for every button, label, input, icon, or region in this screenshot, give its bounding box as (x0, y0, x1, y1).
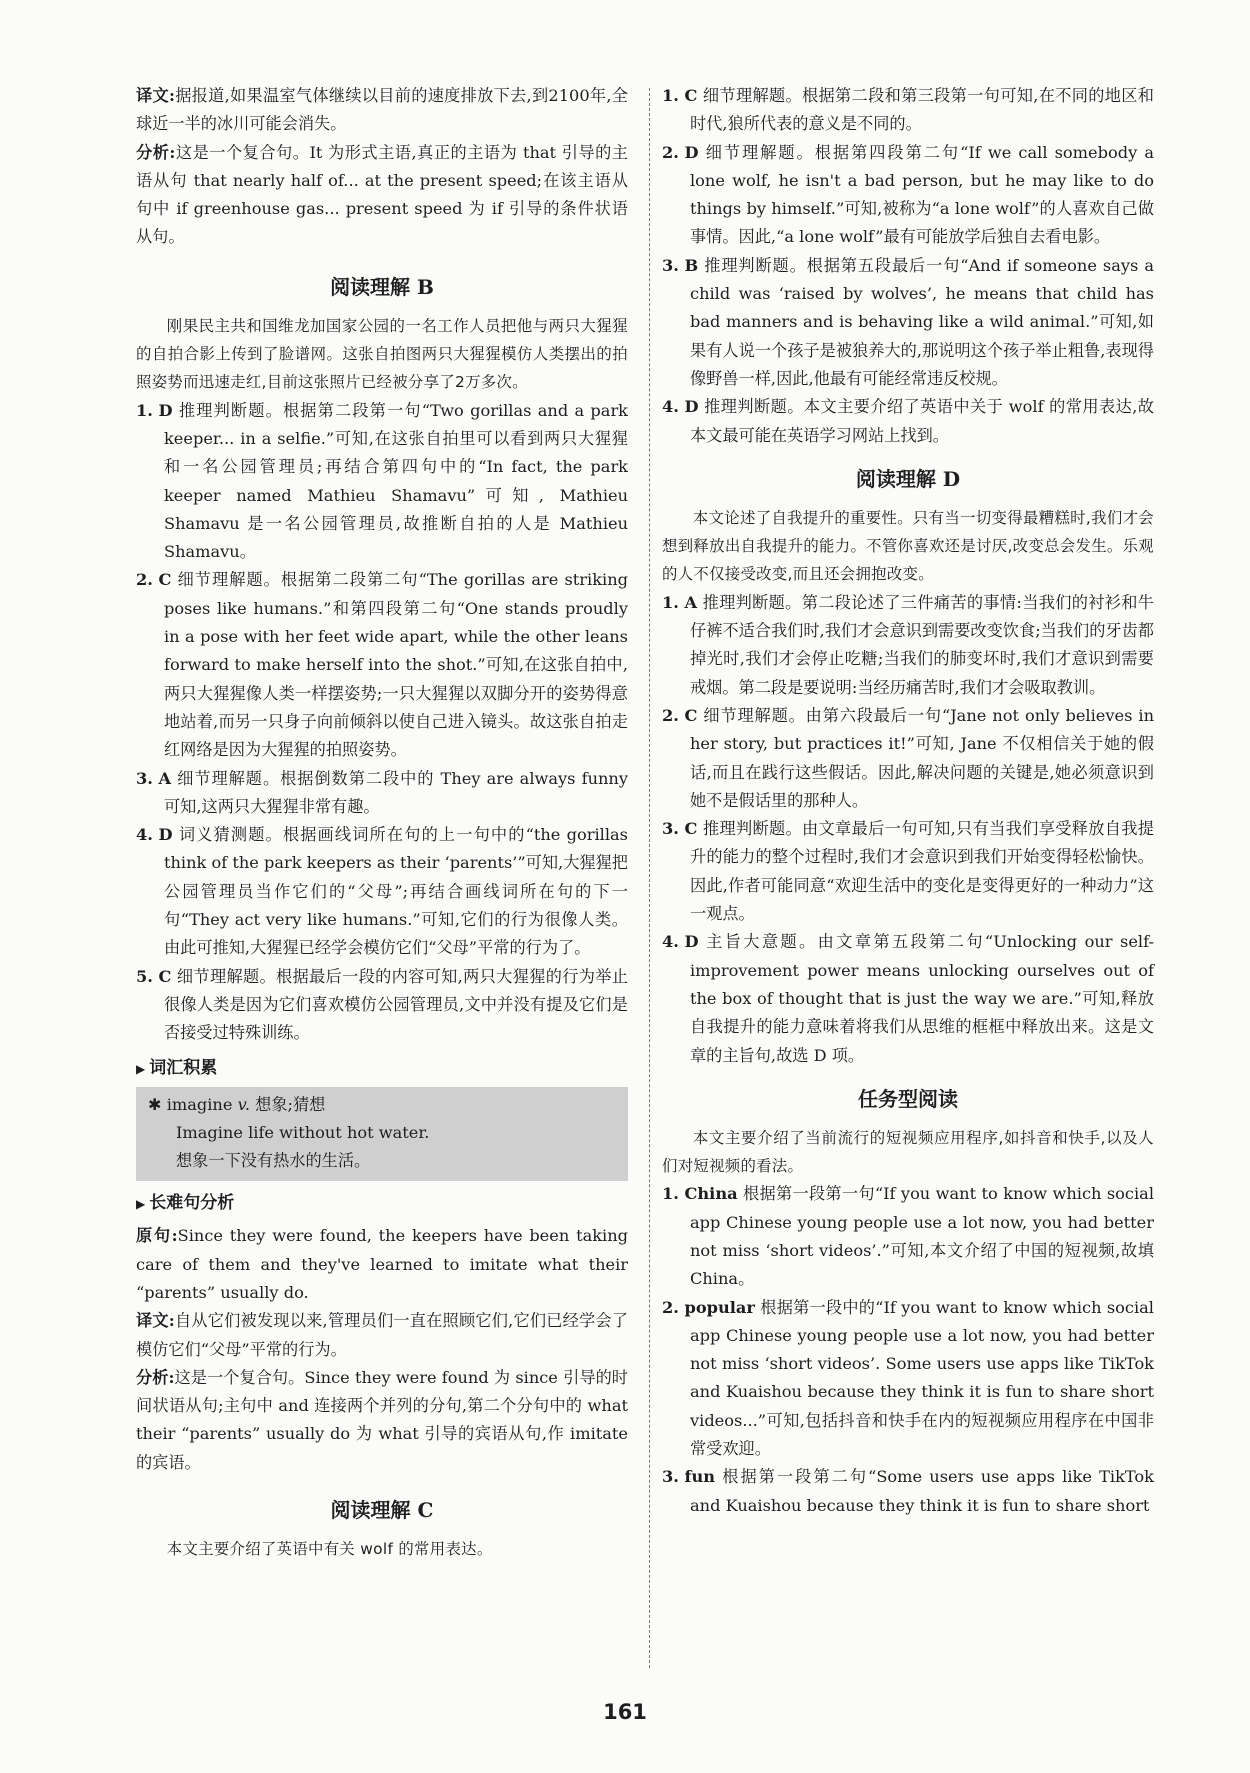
vocab-box: ✱ imagine v. 想象;猜想 Imagine life without hot water. 想象一下没有热水的生活。 (136, 1087, 628, 1182)
answer-item: 1. C 细节理解题。根据第二段和第三段第一句可知,在不同的地区和时代,狼所代表的意义是不同的。 (662, 86, 1154, 134)
section-d-summary: 本文论述了自我提升的重要性。只有当一切变得最糟糕时,我们才会想到释放出自我提升的能力。不管你喜欢还是讨厌,改变总会发生。乐观的人不仅接受改变,而且还会拥抱改变。 (662, 508, 1154, 584)
intro-translation: 译文:据报道,如果温室气体继续以目前的速度排放下去,到2100年,全球近一半的冰川可能会消失。 (136, 86, 628, 134)
answer-item: 1. China 根据第一段第一句“If you want to know which social app Chinese young people use a lot now, you had better not miss ‘short videos’.”可知,本文介绍了中国的短视频,故填 China。 (662, 1184, 1154, 1289)
answer-item: 2. D 细节理解题。根据第四段第二句“If we call somebody a lone wolf, he isn't a bad person, but he may like to do things by himself.”可知,被称为“a lone wolf”的人喜欢自己做事情。因此,“a lone wolf”最有可能放学后独自去看电影。 (662, 142, 1155, 247)
asterisk-icon: ✱ (148, 1094, 167, 1114)
sentence-analysis-heading: ▶ 长难句分析 (136, 1193, 235, 1214)
section-b-summary: 刚果民主共和国维龙加国家公园的一名工作人员把他与两只大猩猩的自拍合影上传到了脸谱网。这张自拍图两只大猩猩模仿人类摆出的拍照姿势而迅速走红,目前这张照片已经被分享了2万多次。 (136, 316, 628, 392)
section-d-title: 阅读理解 D (855, 466, 961, 491)
answer-item: 4. D 词义猜测题。根据画线词所在句的上一句中的“the gorillas think of the park keepers as their ‘parents’”可知,大猩猩把公园管理员当作它们的“父母”;再结合画线词所在句的下一句“They act very like humans.”可知,它们的行为很像人类。由此可推知,大猩猩已经学会模仿它们“父母”平常的行为了。 (136, 825, 628, 958)
intro-analysis: 分析:这是一个复合句。It 为形式主语,真正的主语为 that 引导的主语从句 that nearly half of... at the present speed;在该主语从句中 if greenhouse gas... present speed 为 if 引导的条件状语从句。 (136, 142, 628, 247)
triangle-marker-icon: ▶ (136, 1061, 146, 1076)
task-reading-summary: 本文主要介绍了当前流行的短视频应用程序,如抖音和快手,以及人们对短视频的看法。 (662, 1128, 1154, 1176)
section-c-summary: 本文主要介绍了英语中有关 wolf 的常用表达。 (166, 1540, 493, 1559)
answer-item: 3. C 推理判断题。由文章最后一句可知,只有当我们享受释放自我提升的能力的整个过程时,我们才会意识到我们开始变得轻松愉快。因此,作者可能同意“欢迎生活中的变化是变得更好的一种动力”这一观点。 (662, 819, 1154, 924)
sentence-analysis: 分析:这是一个复合句。Since they were found 为 since 引导的时间状语从句;主句中 and 连接两个并列的分句,第二个分句中的 what their “parents” usually do 为 what 引导的宾语从句,作 imitate 的宾语。 (136, 1367, 628, 1472)
original-sentence: 原句:Since they were found, the keepers have been taking care of them and they've learned to imitate what their “parents” usually do. (136, 1226, 628, 1302)
answer-item: 2. C 细节理解题。由第六段最后一句“Jane not only believes in her story, but practices it!”可知, Jane 不仅相信关于她的假话,而且在践行这些假话。因此,解决问题的关键是,她必须意识到她不是假话里的那种人。 (662, 705, 1154, 810)
answer-item: 3. fun 根据第一段第二句“Some users use apps like TikTok and Kuaishou because they think it is fun to share short (662, 1467, 1154, 1515)
answer-item: 4. D 推理判断题。本文主要介绍了英语中关于 wolf 的常用表达,故本文最可能在英语学习网站上找到。 (662, 397, 1154, 445)
task-reading-title: 任务型阅读 (858, 1086, 958, 1111)
page-number: 161 (603, 1700, 647, 1724)
answer-item: 3. B 推理判断题。根据第五段最后一句“And if someone says a child was ‘raised by wolves’, he means that child has bad manners and is behaving like a wild animal.”可知,如果有人说一个孩子是被狼养大的,那说明这个孩子举止粗鲁,表现得像野兽一样,因此,他最有可能经常违反校规。 (662, 255, 1154, 388)
column-divider (649, 88, 650, 1668)
section-b-title: 阅读理解 B (330, 274, 434, 299)
right-column (662, 82, 1154, 1520)
answer-item: 1. D 推理判断题。根据第二段第一句“Two gorillas and a park keeper... in a selfie.”可知,在这张自拍里可以看到两只大猩猩和一名公园管理员;再结合第四句中的“In fact, the park keeper named Mathieu Shamavu”可知, Mathieu Shamavu 是一名公园管理员,故推断自拍的人是 Mathieu Shamavu。 (136, 400, 628, 562)
answer-item: 1. A 推理判断题。第二段论述了三件痛苦的事情:当我们的衬衫和牛仔裤不适合我们时,我们才会意识到需要改变饮食;当我们的牙齿都掉光时,我们才会停止吃糖;当我们的肺变坏时,我们才意识到需要戒烟。第二段是要说明:当经历痛苦时,我们才会吸取教训。 (662, 592, 1154, 697)
answer-item: 2. popular 根据第一段中的“If you want to know which social app Chinese young people use a lot now, you had better not miss ‘short videos’. Some users use apps like TikTok and Kuaishou because they think it is fun to share short videos...”可知,包括抖音和快手在内的短视频应用程序在中国非常受欢迎。 (662, 1297, 1154, 1459)
section-c-title: 阅读理解 C (330, 1498, 434, 1523)
answer-item: 2. C 细节理解题。根据第二段第二句“The gorillas are striking poses like humans.”和第四段第二句“One stands proudly in a pose with her feet wide apart, while the other leans forward to make herself into the shot.”可知,在这张自拍中,两只大猩猩像人类一样摆姿势;一只大猩猩以双脚分开的姿势得意地站着,而另一只身子向前倾斜以使自己进入镜头。故这张自拍走红网络是因为大猩猩的拍照姿势。 (136, 570, 628, 760)
answer-item: 5. C 细节理解题。根据最后一段的内容可知,两只大猩猩的行为举止很像人类是因为它们喜欢模仿公园管理员,文中并没有提及它们是否接受过特殊训练。 (136, 966, 628, 1043)
answer-item: 3. A 细节理解题。根据倒数第二段中的 They are always funny 可知,这两只大猩猩非常有趣。 (136, 768, 628, 816)
sentence-translation: 译文:自从它们被发现以来,管理员们一直在照顾它们,它们已经学会了模仿它们“父母”平常的行为。 (136, 1311, 628, 1359)
triangle-marker-icon: ▶ (136, 1197, 146, 1212)
vocab-heading: ▶ 词汇积累 (136, 1057, 218, 1078)
left-column (136, 82, 628, 1563)
answer-item: 4. D 主旨大意题。由文章第五段第二句“Unlocking our self-improvement power means unlocking ourselves out of the box of thought that is just the way we are.”可知,释放自我提升的能力意味着将我们从思维的框框中释放出来。这是文章的主旨句,故选 D 项。 (662, 932, 1154, 1065)
